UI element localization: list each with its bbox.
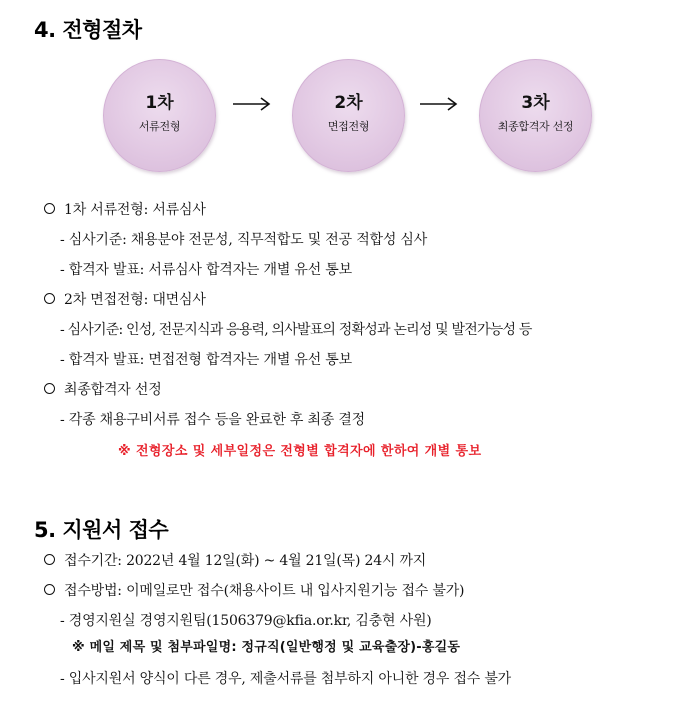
- step-1-circle: [103, 59, 216, 172]
- submission-warning: - 입사지원서 양식이 다른 경우, 제출서류를 첨부하지 아니한 경우 접수 불가: [60, 671, 512, 687]
- circle-bullet-icon: [44, 554, 55, 565]
- list-item: 최종합격자 선정: [44, 379, 162, 399]
- application-period: 접수기간: 2022년 4월 12일(화) ~ 4월 21일(목) 24시 까지: [44, 550, 426, 570]
- list-item: 2차 면접전형: 대면심사: [44, 289, 206, 309]
- contact-info: - 경영지원실 경영지원팀(1506379@kfia.or.kr, 김충현 사원): [60, 613, 432, 629]
- step-3-label: 최종합격자 선정: [497, 120, 574, 133]
- application-method: 접수방법: 이메일로만 접수(채용사이트 내 입사지원기능 접수 불가): [44, 580, 464, 600]
- list-item: - 심사기준: 채용분야 전문성, 직무적합도 및 전공 적합성 심사: [60, 232, 428, 248]
- email-subject-note: ※ 메일 제목 및 첨부파일명: 정규직(일반행정 및 교육출장)-홍길동: [72, 640, 461, 655]
- list-item: - 합격자 발표: 서류심사 합격자는 개별 유선 통보: [60, 262, 352, 278]
- arrow-right-icon: [232, 94, 272, 114]
- list-item: - 심사기준: 인성, 전문지식과 응용력, 의사발표의 정확성과 논리성 및 발전가능성 등: [60, 322, 532, 338]
- step-2-circle: [292, 59, 405, 172]
- step-2-label: 면접전형: [327, 120, 370, 133]
- circle-bullet-icon: [44, 383, 55, 394]
- section4-title: 4. 전형절차: [34, 18, 142, 42]
- step-1-number: 1차: [145, 93, 174, 113]
- circle-bullet-icon: [44, 293, 55, 304]
- list-item: - 합격자 발표: 면접전형 합격자는 개별 유선 통보: [60, 352, 352, 368]
- arrow-right-icon: [419, 94, 459, 114]
- circle-bullet-icon: [44, 203, 55, 214]
- step-3-number: 3차: [521, 93, 550, 113]
- section5-title: 5. 지원서 접수: [34, 518, 169, 542]
- notice-text: ※ 전형장소 및 세부일정은 전형별 합격자에 한하여 개별 통보: [118, 444, 482, 459]
- list-item: - 각종 채용구비서류 접수 등을 완료한 후 최종 결정: [60, 412, 366, 428]
- list-item: 1차 서류전형: 서류심사: [44, 199, 206, 219]
- step-3-circle: [479, 59, 592, 172]
- step-1-label: 서류전형: [138, 120, 181, 133]
- step-2-number: 2차: [334, 93, 363, 113]
- circle-bullet-icon: [44, 584, 55, 595]
